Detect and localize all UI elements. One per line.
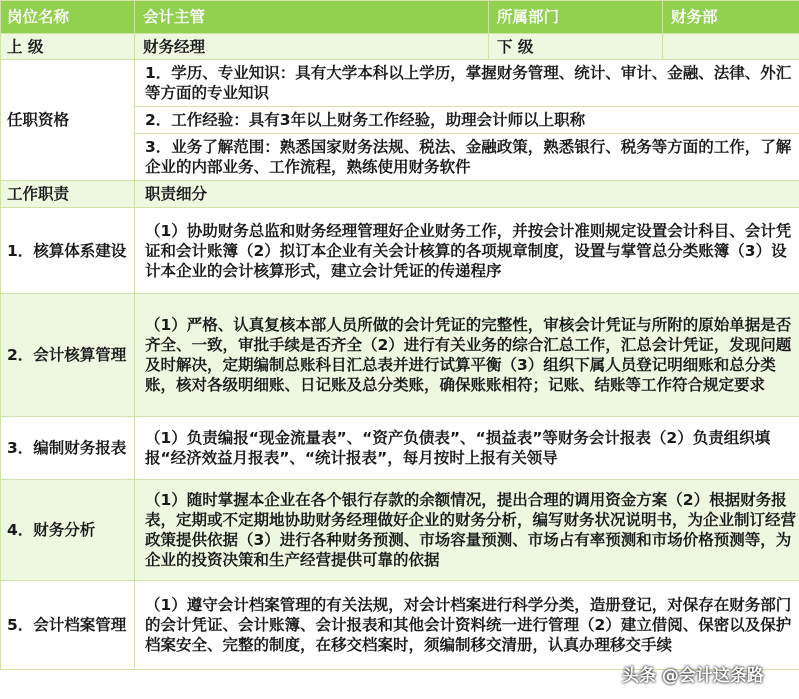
duties-breakdown-label: 职责细分 — [135, 181, 799, 208]
header-row — [1, 1, 799, 34]
duty-description: （1）协助财务总监和财务经理管理好企业财务工作，并按会计准则规定设置会计科目、会计凭证和会计账簿（2）拟订本企业有关会计核算的各项规章制度，设置与掌管总分类账簿（3）设计本企业的会计核算形式，建立会计凭证的传递程序 — [135, 208, 799, 294]
qualification-item: 3．业务了解范围：熟悉国家财务法规、税法、金融政策，熟悉银行、税务等方面的工作，了解企业的内部业务、工作流程，熟练使用财务软件 — [135, 134, 799, 181]
duty-row-3 — [1, 417, 799, 480]
duty-title: 3．编制财务报表 — [1, 417, 135, 480]
duty-description: （1）负责编报“现金流量表”、“资产负债表”、“损益表”等财务会计报表（2）负责组织填报“经济效益月报表”、“统计报表”，每月按时上报有关领导 — [135, 417, 799, 480]
department-value: 财务部 — [663, 1, 799, 34]
qualification-row-1 — [1, 60, 799, 107]
duty-description: （1）严格、认真复核本部人员所做的会计凭证的完整性，审核会计凭证与所附的原始单据是否齐全、一致，审批手续是否齐全（2）进行有关业务的综合汇总工作，汇总会计凭证，发现问题及时解决，定期编制总账科目汇总表并进行试算平衡（3）组织下属人员登记明细账和总分类账，核对各级明细账、日记账及总分类账，确保账账相符；记账、结账等工作符合规定要求 — [135, 294, 799, 417]
superior-value: 财务经理 — [135, 34, 489, 60]
duty-title: 1．核算体系建设 — [1, 208, 135, 294]
duty-row-5 — [1, 581, 799, 670]
department-label: 所属部门 — [489, 1, 663, 34]
duty-row-1 — [1, 208, 799, 294]
duty-title: 2．会计核算管理 — [1, 294, 135, 417]
superior-label: 上 级 — [1, 34, 135, 60]
position-name-label: 岗位名称 — [1, 1, 135, 34]
duties-header-row — [1, 181, 799, 208]
qualification-item: 2．工作经验：具有3年以上财务工作经验，助理会计师以上职称 — [135, 107, 799, 134]
position-name-value: 会计主管 — [135, 1, 489, 34]
subordinate-value — [663, 34, 799, 60]
duty-row-2 — [1, 294, 799, 417]
superior-row — [1, 34, 799, 60]
duty-title: 4．财务分析 — [1, 480, 135, 581]
qualification-item: 1．学历、专业知识：具有大学本科以上学历，掌握财务管理、统计、审计、金融、法律、外汇等方面的专业知识 — [135, 60, 799, 107]
qualifications-label: 任职资格 — [1, 60, 135, 181]
duty-description: （1）遵守会计档案管理的有关法规，对会计档案进行科学分类，造册登记，对保存在财务部门的会计凭证、会计账簿、会计报表和其他会计资料统一进行管理（2）建立借阅、保密以及保护档案安全、完整的制度，在移交档案时，须编制移交清册，认真办理移交手续 — [135, 581, 799, 670]
watermark-text: 头条 @会计这条路 — [622, 666, 764, 686]
duty-row-4 — [1, 480, 799, 581]
duty-description: （1）随时掌握本企业在各个银行存款的余额情况，提出合理的调用资金方案（2）根据财务报表，定期或不定期地协助财务经理做好企业的财务分析，编写财务状况说明书，为企业制订经营政策提供依据（3）进行各种财务预测、市场容量预测、市场占有率预测和市场价格预测等，为企业的投资决策和生产经营提供可靠的依据 — [135, 480, 799, 581]
duties-label: 工作职责 — [1, 181, 135, 208]
subordinate-label: 下 级 — [489, 34, 663, 60]
duty-title: 5．会计档案管理 — [1, 581, 135, 670]
